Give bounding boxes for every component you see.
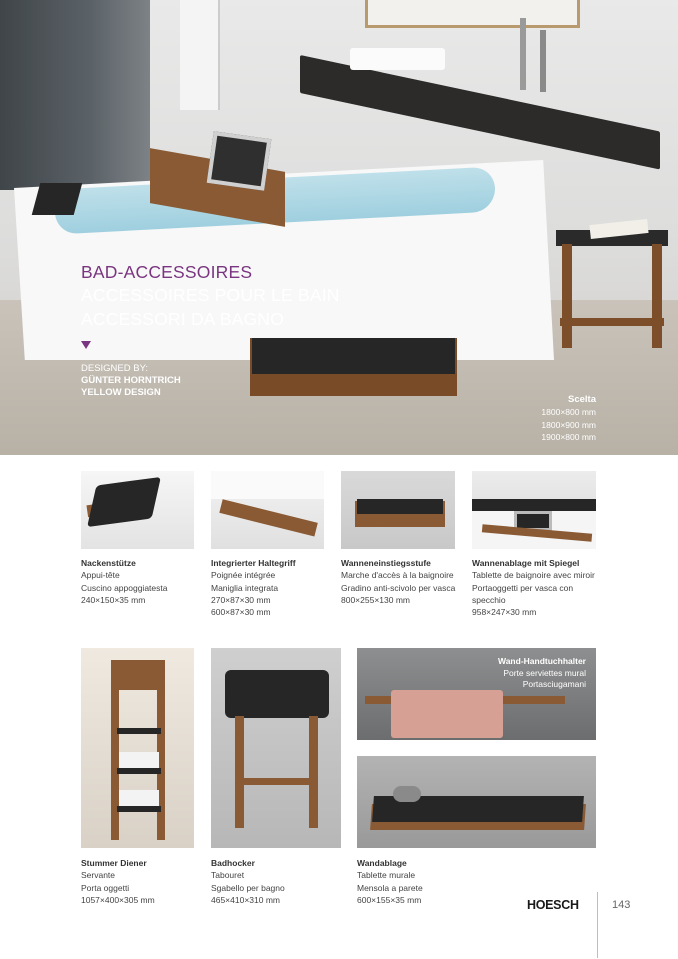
side-stool	[556, 230, 668, 348]
neck-rest	[32, 183, 83, 215]
scelta-size: 1900×800 mm	[541, 432, 596, 442]
designer-name: YELLOW DESIGN	[81, 387, 161, 398]
scelta-name: Scelta	[568, 394, 596, 405]
product-image-wall-shelf	[357, 756, 596, 848]
brand-logo: HOESCH	[527, 898, 579, 912]
product-image-bath-step	[341, 471, 455, 549]
product-caption: Integrierter Haltegriff Poignée intégrée Maniglia integrata 270×87×30 mm 600×87×30 mm	[211, 558, 296, 618]
product-image-towel-rail	[357, 648, 596, 740]
product-image-neck-rest	[81, 471, 194, 549]
title-italian: ACCESSORI DA BAGNO	[81, 309, 284, 329]
scelta-size: 1800×800 mm	[541, 407, 596, 417]
page-number: 143	[612, 899, 631, 911]
hero-image	[0, 0, 678, 455]
divider	[597, 892, 598, 958]
product-caption: Badhocker Tabouret Sgabello per bagno 465×410×310 mm	[211, 858, 285, 905]
scelta-caption	[541, 393, 596, 444]
hero-heading-block	[81, 261, 340, 399]
product-image-bath-stool	[211, 648, 341, 848]
triangle-down-icon	[81, 341, 91, 349]
designer-name: GÜNTER HORNTRICH	[81, 375, 181, 386]
title-german: BAD-ACCESSOIRES	[81, 262, 253, 282]
scelta-size: 1800×900 mm	[541, 419, 596, 430]
product-caption: Wannenablage mit Spiegel Tablette de baignoire avec miroir Portaoggetti per vasca con specchio 958×247×30 mm	[472, 558, 595, 618]
shower-wall	[0, 0, 150, 190]
window	[180, 0, 220, 110]
product-caption: Wandablage Tablette murale Mensola a parete 600×155×35 mm	[357, 858, 423, 905]
title-french: ACCESSOIRES POUR LE BAIN	[81, 285, 340, 305]
towel-rail-label: Wand-Handtuchhalter Porte serviettes mural Portasciugamani	[498, 656, 586, 689]
wall-vanity-shelf	[300, 55, 660, 170]
vase	[540, 30, 546, 92]
product-image-bath-tray-mirror	[472, 471, 596, 549]
product-image-valet-stand	[81, 648, 194, 848]
wash-basin	[350, 48, 445, 70]
vase	[520, 18, 526, 90]
product-image-grab-handle	[211, 471, 324, 549]
product-caption: Nackenstütze Appui-tête Cuscino appoggiatesta 240×150×35 mm	[81, 558, 168, 605]
product-caption: Wanneneinstiegsstufe Marche d'accès à la baignoire Gradino anti-scivolo per vasca 800×255×130 mm	[341, 558, 456, 605]
product-caption: Stummer Diener Servante Porta oggetti 1057×400×305 mm	[81, 858, 155, 905]
designed-by-label: DESIGNED BY:	[81, 363, 149, 374]
mirror	[365, 0, 580, 28]
bath-mirror-screen	[207, 131, 272, 191]
